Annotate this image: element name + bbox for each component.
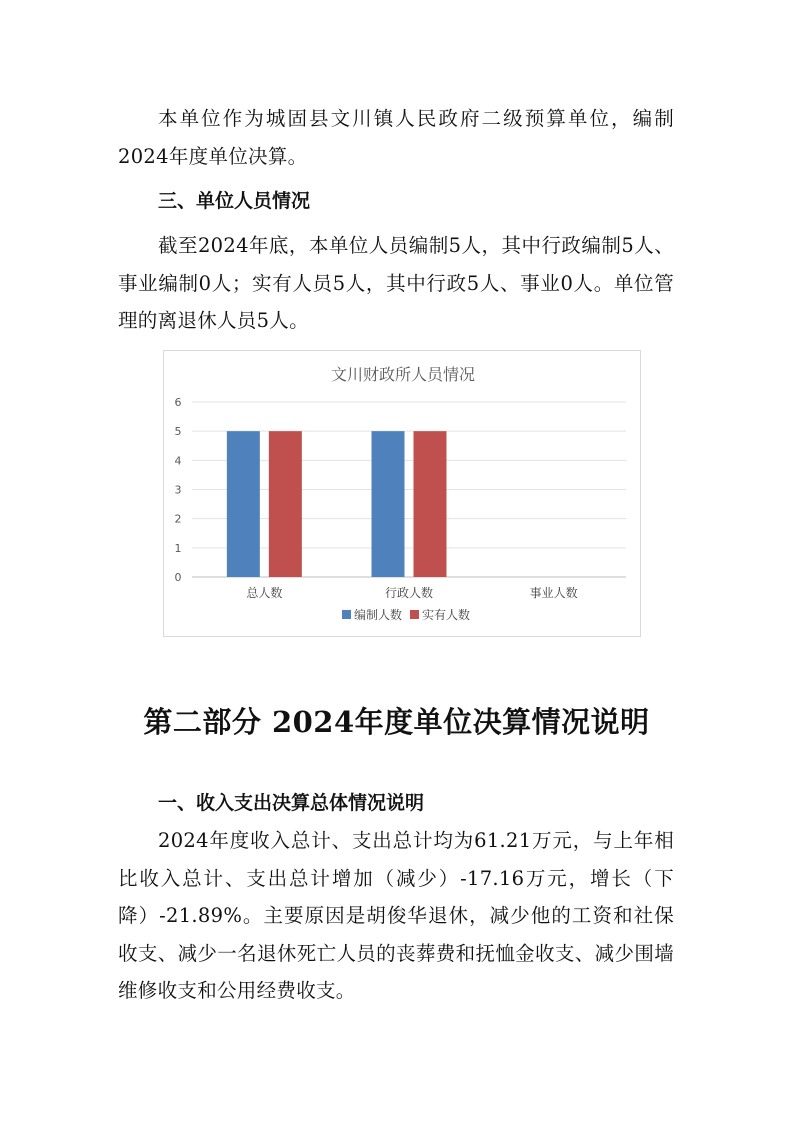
section-heading-staff: 三、单位人员情况 [158, 190, 311, 212]
y-tick-label: 2 [174, 512, 182, 526]
y-tick-label: 4 [174, 454, 182, 468]
legend-swatch [410, 610, 419, 619]
y-tick-label: 5 [174, 425, 182, 439]
x-tick-label: 总人数 [246, 586, 283, 600]
y-tick-label: 0 [174, 571, 182, 584]
legend-swatch [342, 610, 351, 619]
intro-paragraph: 本单位作为城固县文川镇人民政府二级预算单位，编制2024年度单位决算。 [118, 107, 674, 168]
y-tick-label: 6 [174, 396, 182, 409]
x-tick-label: 事业人数 [529, 586, 578, 600]
chart-title: 文川财政所人员情况 [330, 365, 476, 384]
x-tick-label: 行政人数 [384, 586, 434, 600]
staff-bar-chart [163, 350, 641, 637]
bar-实有人数-行政人数 [414, 431, 447, 577]
legend-label: 实有人数 [422, 608, 471, 622]
bar-编制人数-行政人数 [372, 431, 405, 577]
income-paragraph: 2024年度收入总计、支出总计均为61.21万元，与上年相比收入总计、支出总计增加（减少）-17.16万元，增长（下降）-21.89%。主要原因是胡俊华退休，减少他的工资和社保收支、减少一名退休死亡人员的丧葬费和抚恤金收支、减少围墙维修收支和公用经费收支。 [118, 829, 674, 1002]
section-heading-income: 一、收入支出决算总体情况说明 [158, 792, 425, 814]
part-two-title: 第二部分 2024年度单位决算情况说明 [143, 705, 650, 739]
bar-实有人数-总人数 [269, 431, 302, 577]
y-tick-label: 1 [174, 541, 182, 555]
staff-paragraph: 截至2024年底，本单位人员编制5人，其中行政编制5人、事业编制0人；实有人员5人，其中行政5人、事业0人。单位管理的离退休人员5人。 [118, 234, 674, 332]
chart-svg [164, 351, 642, 638]
bar-编制人数-总人数 [227, 431, 260, 577]
y-tick-label: 3 [174, 483, 182, 497]
legend-label: 编制人数 [354, 608, 403, 622]
